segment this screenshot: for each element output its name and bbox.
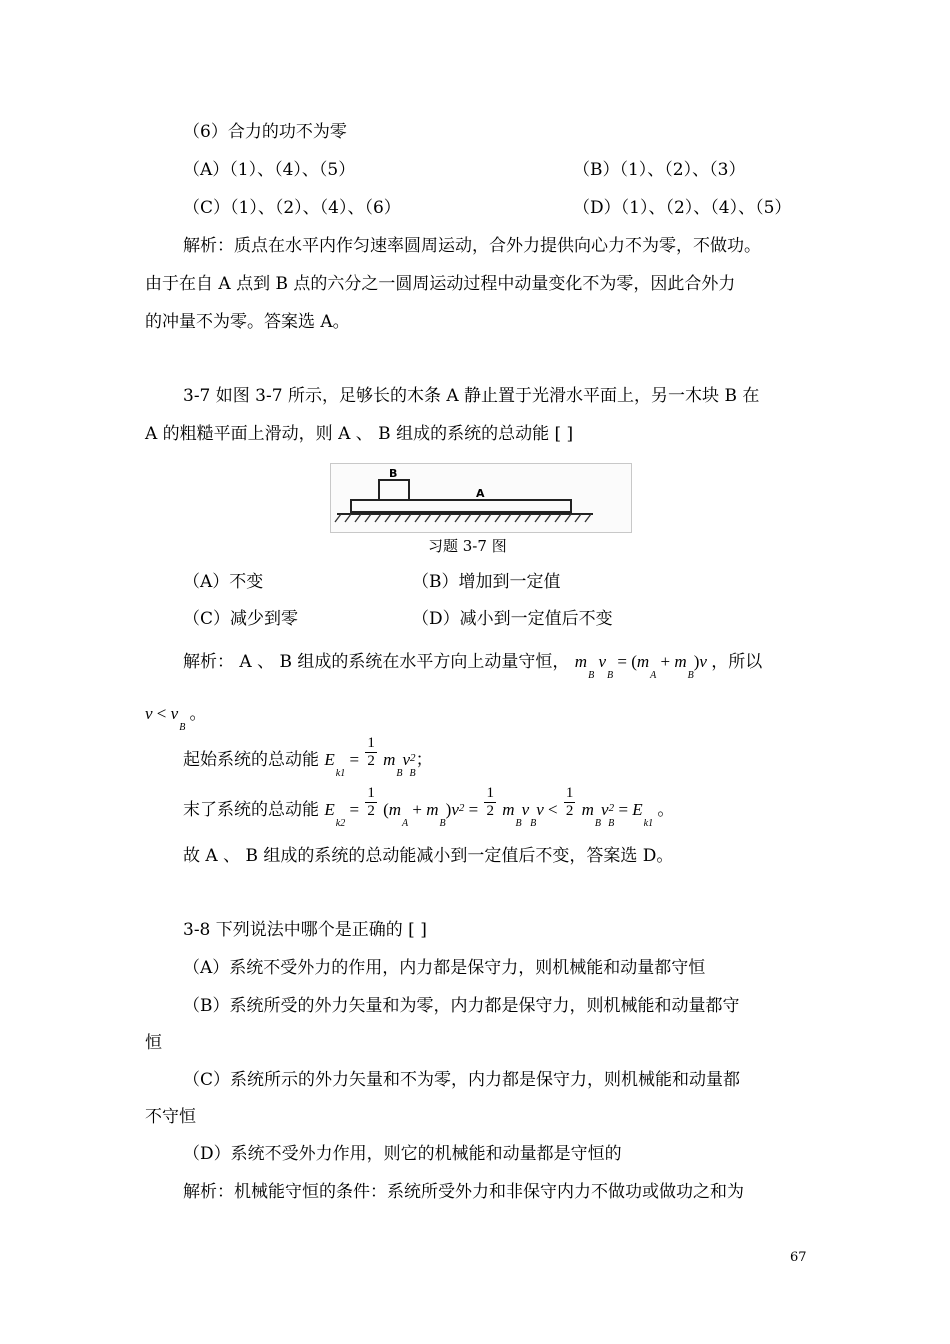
q6-item6: （6）合力的功不为零 bbox=[183, 122, 347, 142]
q6-analysis-line-1: 解析：质点在水平内作匀速率圆周运动，合外力提供向心力不为零，不做功。 bbox=[183, 236, 761, 256]
q6-option-d: （D）（1）、（2）、（4）、（5） bbox=[573, 198, 792, 218]
q37-analysis-line-1: 解析： A 、 B 组成的系统在水平方向上动量守恒， $m_B$ $v_B = (m_A + m_B)v$ ，所以 bbox=[183, 652, 763, 681]
velocity-inequality: $v < v_B$ bbox=[145, 704, 186, 733]
figure-caption: 习题 3-7 图 bbox=[428, 537, 507, 555]
q38-option-d: （D）系统不受外力作用，则它的机械能和动量都是守恒的 bbox=[183, 1144, 622, 1164]
q37-analysis-line-2: $v < v_B$ 。 bbox=[145, 704, 207, 733]
label-a: A bbox=[476, 487, 485, 500]
q6-analysis-line-3: 的冲量不为零。答案选 A。 bbox=[145, 312, 350, 332]
page-number: 67 bbox=[790, 1250, 807, 1265]
q38-stem: 3-8 下列说法中哪个是正确的 [ ] bbox=[183, 920, 427, 940]
q6-option-b: （B）（1）、（2）、（3） bbox=[573, 160, 746, 180]
q38-option-c-line-2: 不守恒 bbox=[145, 1107, 196, 1127]
ek2-formula: $E_{k2}$ = $\frac{1}{2}$ $(m_A + m_B)v^2$ = $\frac{1}{2}$ $m_Bv_Bv$ < $\frac{1}{2}$ $m_Bv^2_B = E_{k1}$ bbox=[324, 784, 654, 829]
q38-option-b-line-1: （B）系统所受的外力矢量和为零，内力都是保守力，则机械能和动量都守 bbox=[183, 996, 740, 1016]
q6-option-a: （A）（1）、（4）、（5） bbox=[183, 160, 356, 180]
ground-hatching bbox=[335, 514, 591, 522]
q37-initial-energy: 起始系统的总动能 $E_{k1}$ = $\frac{1}{2}$ $m_Bv^2_B$； bbox=[183, 734, 433, 779]
block-on-plank-diagram bbox=[331, 464, 631, 532]
q6-option-c: （C）（1）、（2）、（4）、（6） bbox=[183, 198, 401, 218]
q38-option-b-line-2: 恒 bbox=[145, 1033, 162, 1053]
q37-option-c: （C）减少到零 bbox=[183, 609, 299, 629]
q6-analysis-line-2: 由于在自 A 点到 B 点的六分之一圆周运动过程中动量变化不为零，因此合外力 bbox=[145, 274, 736, 294]
momentum-equation: $m_B$ $v_B = (m_A + m_B)v$ bbox=[574, 652, 707, 681]
q38-analysis-line-1: 解析：机械能守恒的条件：系统所受外力和非保守内力不做功或做功之和为 bbox=[183, 1182, 744, 1202]
ek1-formula: $E_{k1}$ = $\frac{1}{2}$ $m_Bv^2_B$； bbox=[324, 734, 433, 779]
q37-option-a: （A）不变 bbox=[183, 572, 264, 592]
block-b bbox=[379, 480, 409, 500]
q37-stem-line-2: A 的粗糙平面上滑动，则 A 、 B 组成的系统的总动能 [ ] bbox=[145, 424, 574, 444]
q37-option-d: （D）减小到一定值后不变 bbox=[412, 609, 613, 629]
q37-option-b: （B）增加到一定值 bbox=[412, 572, 561, 592]
q38-option-c-line-1: （C）系统所示的外力矢量和不为零，内力都是保守力，则机械能和动量都 bbox=[183, 1070, 741, 1090]
plank-a bbox=[351, 500, 571, 512]
q37-conclusion: 故 A 、 B 组成的系统的总动能减小到一定值后不变，答案选 D。 bbox=[183, 846, 674, 866]
q37-final-energy: 末了系统的总动能 $E_{k2}$ = $\frac{1}{2}$ $(m_A + m_B)v^2$ = $\frac{1}{2}$ $m_Bv_Bv$ < $\frac{1}{2}$ $m_Bv^2_B = E_{k1}$ 。 bbox=[183, 784, 675, 829]
q37-stem-line-1: 3-7 如图 3-7 所示，足够长的木条 A 静止置于光滑水平面上，另一木块 B 在 bbox=[183, 386, 760, 406]
q38-option-a: （A）系统不受外力的作用，内力都是保守力，则机械能和动量都守恒 bbox=[183, 958, 706, 978]
label-b: B bbox=[389, 467, 398, 480]
q37-figure bbox=[330, 463, 632, 533]
